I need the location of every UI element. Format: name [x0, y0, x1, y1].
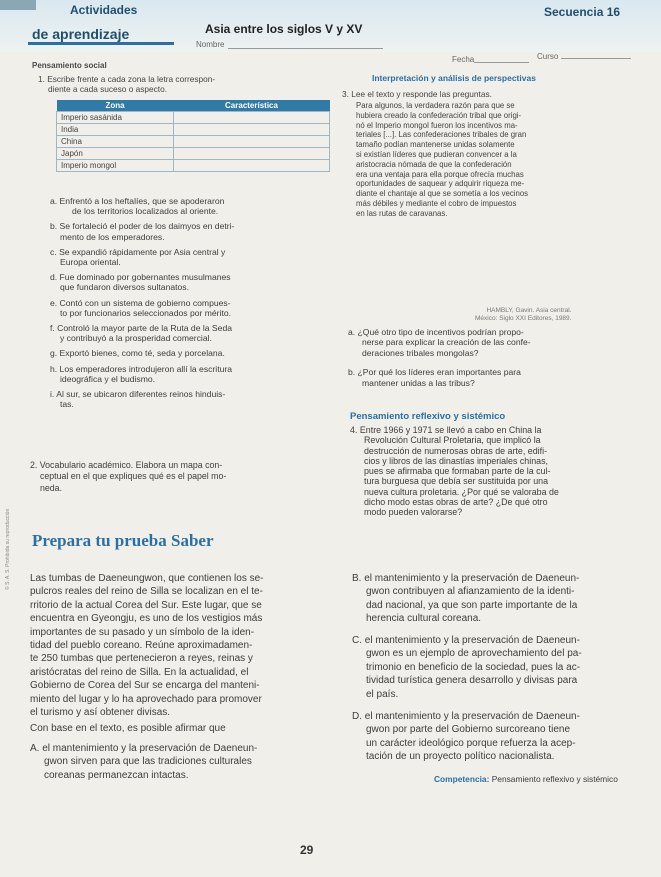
list-item [50, 196, 340, 216]
passage-line: nó el Imperio mongol fueron los incentivos ma- [356, 120, 518, 130]
item-line: ideográfica y el budismo. [60, 373, 156, 384]
exercise4-line: dicho modo estas obras de arte? ¿De qué otro [364, 497, 548, 508]
option-line: A. el mantenimiento y la preservación de Daeneun- [30, 743, 258, 754]
option-line: herencia cultural coreana. [366, 613, 482, 625]
list-item [50, 298, 340, 318]
passage-line: pulcros reales del reino de Silla se localizan en el te- [30, 586, 263, 598]
corner-tab [0, 0, 36, 10]
item-line: f. Controló la mayor parte de la Ruta de la Seda [50, 323, 233, 334]
table-header-caracteristica: Característica [174, 100, 330, 112]
answer-cell[interactable] [174, 160, 330, 172]
zone-cell: Imperio mongol [57, 160, 174, 172]
passage-line: era una ventaja para ella porque ofrecía muchas [356, 169, 524, 179]
option-d[interactable] [352, 710, 652, 764]
saber-title: Prepara tu prueba Saber [32, 531, 214, 550]
exercise2-line: neda. [40, 482, 63, 493]
exercise4 [350, 425, 640, 518]
question-line: b. ¿Por qué los líderes eran importantes para [348, 367, 521, 378]
exercise1-items [50, 196, 340, 414]
table-row [57, 148, 330, 160]
zones-table [56, 100, 330, 172]
passage-line: tamaño podían mantenerse unidas solamente [356, 140, 515, 150]
option-a[interactable] [30, 742, 340, 782]
option-line: C. el mantenimiento y la preservación de Daeneun- [352, 635, 580, 646]
passage-line: aristocracia nómada de que la confederación [356, 159, 512, 169]
question-line: nerse para explicar la creación de las confe- [362, 337, 531, 348]
copyright-side-note: © S. A. S. Prohibida su reproducción [5, 508, 11, 590]
option-line: B. el mantenimiento y la preservación de Daeneun- [352, 573, 580, 584]
question-item [348, 327, 638, 358]
passage-line: te 250 tumbas que pertenecieron a reyes, reinas y [30, 653, 253, 665]
page-number: 29 [300, 843, 314, 857]
passage-line: Para algunos, la verdadera razón para que se [356, 101, 515, 110]
exercise3-prompt: 3. Lee el texto y responde las preguntas. [342, 89, 492, 99]
option-c[interactable] [352, 634, 652, 701]
exercise2 [30, 460, 350, 494]
answer-cell[interactable] [174, 112, 330, 124]
option-line: el país. [366, 688, 399, 700]
item-line: h. Los emperadores introdujeron allí la escritura [50, 363, 232, 374]
exercise4-line: modo pueden valorarse? [364, 507, 463, 518]
passage-line: hubiera creado la confederación tribal que origi- [356, 110, 522, 120]
passage-line: el turismo y así obtener divisas. [30, 707, 171, 719]
nombre-field[interactable] [228, 48, 383, 49]
option-line: gwon sirven para que las tradiciones culturales [44, 756, 252, 768]
sequence-label: Secuencia 16 [544, 5, 621, 19]
passage-source [475, 307, 571, 323]
section-label-left: Pensamiento social [32, 61, 107, 70]
question-item [348, 367, 638, 388]
question-line: a. ¿Qué otro tipo de incentivos podrían propo- [348, 327, 524, 337]
passage-line: tidad del pueblo coreano. Reúne aproximadamen- [30, 640, 253, 652]
item-line: tas. [60, 399, 74, 410]
zone-cell: Japón [57, 148, 174, 160]
zone-cell: Imperio sasánida [57, 112, 174, 124]
exercise2-line: ceptual en el que expliques qué es el papel mo- [40, 471, 227, 482]
zone-cell: India [57, 124, 174, 136]
item-line: c. Se expandió rápidamente por Asia central y [50, 246, 226, 257]
table-row [57, 160, 330, 172]
passage-line: más débiles y mediante el cobro de impuestos [356, 198, 517, 208]
exercise2-line: 2. Vocabulario académico. Elabora un mapa con- [30, 460, 223, 470]
list-item [50, 364, 340, 384]
option-line: coreanas permanezcan intactas. [44, 769, 189, 781]
source-line: HAMBLY, Gavin. Asia central. [486, 307, 572, 314]
exercise4-line: 4. Entre 1966 y 1971 se llevó a cabo en China la [350, 425, 542, 435]
option-line: tividad turística genera desarrollo y divisas para [366, 675, 578, 687]
option-line: gwon por parte del Gobierno surcoreano tiene [366, 724, 571, 736]
exercise3-questions [348, 327, 638, 388]
list-item [50, 323, 340, 343]
answer-cell[interactable] [174, 148, 330, 160]
passage-line: en las rutas de caravanas. [356, 208, 448, 218]
item-line: de los territorios localizados al oriente. [72, 206, 219, 217]
competencia-value: Pensamiento reflexivo y sistémico [491, 774, 618, 784]
competencia-label: Competencia: [434, 774, 490, 784]
item-line: y contribuyó a la prosperidad comercial. [60, 333, 212, 344]
nombre-label: Nombre [196, 40, 225, 49]
saber-question: Con base en el texto, es posible afirmar que [30, 723, 226, 734]
passage-line: si existían líderes que pudieran convencer a la [356, 149, 517, 159]
item-line: que fundaron diversos sultanatos. [60, 282, 189, 293]
option-b[interactable] [352, 572, 652, 626]
item-line: Europa oriental. [60, 257, 121, 268]
option-line: un carácter ideológico porque refuerza la acep- [366, 737, 576, 749]
exercise4-line: cios y libros de las dinastías imperiales chinas, [364, 455, 548, 466]
option-line: trimonio en beneficio de la sociedad, pues la ac- [366, 661, 581, 673]
option-line: dad nacional, ya que son parte importante de la [366, 599, 578, 611]
fecha-field[interactable] [474, 62, 529, 63]
activity-label: Actividades [70, 3, 138, 17]
item-line: d. Fue dominado por gobernantes musulmanes [50, 272, 231, 283]
item-line: b. Se fortaleció el poder de los daimyos en detri- [50, 221, 235, 232]
list-item [50, 221, 340, 241]
table-row [57, 112, 330, 124]
exercise3-passage [356, 101, 631, 219]
exercise4-line: destrucción de numerosas obras de arte, edifi- [364, 445, 548, 456]
list-item [50, 247, 340, 267]
exercise4-line: Revolución Cultural Proletaria, que implicó la [364, 435, 541, 446]
list-item [50, 272, 340, 292]
passage-line: miento del lugar y lo ha aprovechado para promover [30, 693, 262, 705]
passage-line: teriales [...]. Las confederaciones tribales de gran [356, 130, 527, 140]
table-header-zona: Zona [57, 100, 174, 112]
item-line: g. Exportó bienes, como té, seda y porcelana. [50, 348, 225, 359]
source-line: México: Siglo XXI Editores, 1989. [475, 315, 572, 322]
fecha-label: Fecha [452, 55, 475, 64]
option-line: D. el mantenimiento y la preservación de Daeneun- [352, 711, 580, 722]
activity-title: de aprendizaje [32, 26, 130, 42]
exercise4-line: pues se afirmaba que formaban parte de la cul- [364, 466, 551, 477]
saber-passage [30, 572, 340, 719]
passage-line: rritorio de la actual Corea del Sur. Este lugar, que se [30, 599, 262, 611]
passage-line: aristócratas del reino de Silla. En la actualidad, el [30, 666, 249, 678]
passage-line: oportunidades de saquear y adquirir riqueza me- [356, 179, 525, 189]
passage-line: Las tumbas de Daeneungwon, que contienen los se- [30, 573, 264, 584]
option-line: gwon contribuyen al afianzamiento de la identi- [366, 586, 575, 598]
curso-label: Curso [537, 52, 559, 61]
table-row [57, 124, 330, 136]
list-item [50, 348, 340, 358]
passage-line: diante el chantaje al que se sometía a los vecinos [356, 189, 529, 199]
reflexivo-title: Pensamiento reflexivo y sistémico [350, 411, 506, 422]
option-line: tación de un proyecto político nacionalista. [366, 751, 555, 763]
passage-line: encuentra en Gyeongju, es uno de los vestigios más [30, 613, 263, 625]
item-line: to por funcionarios seleccionados por mérito. [60, 307, 232, 318]
question-line: deraciones tribales mongolas? [362, 347, 479, 358]
question-line: mantener unidas a las tribus? [362, 377, 475, 388]
activity-underline [28, 42, 174, 45]
section-label-right: Interpretación y análisis de perspectivas [372, 73, 536, 83]
exercise4-line: nueva cultura proletaria. ¿Por qué se valoraba de [364, 486, 559, 497]
curso-field[interactable] [561, 58, 631, 59]
exercise1-prompt-line: 1. Escribe frente a cada zona la letra correspon- [38, 74, 216, 84]
item-line: a. Enfrentó a los heftalíes, que se apoderaron [50, 196, 225, 206]
answer-cell[interactable] [174, 124, 330, 136]
exercise4-line: tura burguesa que debía ser sustituida por una [364, 476, 549, 487]
item-line: e. Contó con un sistema de gobierno compues- [50, 297, 231, 308]
item-line: mento de los emperadores. [60, 231, 165, 242]
zone-cell: China [57, 136, 174, 148]
competencia-note [434, 774, 618, 784]
item-line: i. Al sur, se ubicaron diferentes reinos hinduis- [50, 389, 226, 400]
table-row [57, 136, 330, 148]
unit-title: Asia entre los siglos V y XV [205, 22, 363, 36]
passage-line: Gobierno de Corea del Sur se encarga del manteni- [30, 680, 260, 692]
exercise1-prompt [38, 74, 215, 94]
answer-cell[interactable] [174, 136, 330, 148]
option-line: gwon es un ejemplo de aprovechamiento del pa- [366, 648, 582, 660]
exercise1-prompt-line: diente a cada suceso o aspecto. [48, 84, 168, 94]
passage-line: importantes de su pasado y un símbolo de la iden- [30, 626, 255, 638]
list-item [50, 389, 340, 409]
